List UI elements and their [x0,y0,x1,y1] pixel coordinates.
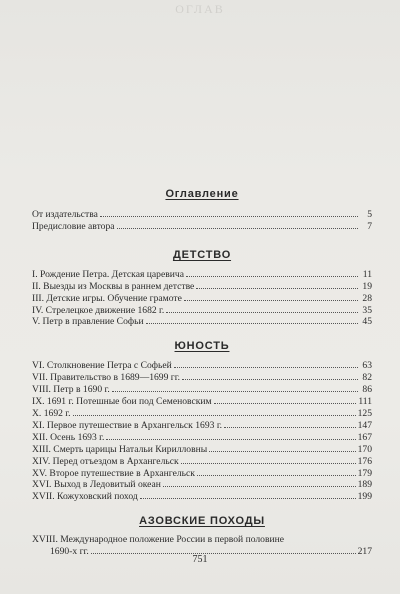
page-number: 189 [357,479,372,491]
dot-leader [100,209,358,217]
page-number: 179 [357,467,372,479]
toc-entry: IX. 1691 г. Потешные бои под Семеновским 111 [32,396,372,408]
dot-leader [106,432,355,440]
page-folio-number: 751 [192,554,208,565]
header-bleed-through: ОГЛАВ [175,2,225,16]
page-number: 199 [357,491,372,503]
toc-entry: I. Рождение Петра. Детская царевича 11 [32,268,372,280]
dot-leader [140,491,356,499]
toc-section-childhood [32,249,372,329]
page-number: 28 [362,292,372,304]
page-number: 7 [367,220,372,232]
toc-entry: Предисловие автора 7 [32,220,372,232]
toc-entry: V. Петр в правление Софьи 45 [32,316,372,328]
toc-entry: II. Выезды из Москвы в раннем детстве 19 [32,280,372,292]
toc-entry: От издательства 5 [32,209,372,220]
page-number: 125 [357,407,372,419]
dot-leader [91,546,356,554]
section-title: ДЕТСТВО [172,248,232,261]
dot-leader [224,420,356,428]
page-number: 176 [357,455,372,467]
toc-entry: VII. Правительство в 1689—1699 гг. 82 [32,372,372,384]
entry-list [32,269,372,329]
section-title: АЗОВСКИЕ ПОХОДЫ [139,515,265,528]
toc-section-youth [32,340,372,503]
table-of-contents [32,188,372,570]
toc-entry: XIV. Перед отъездом в Архангельск 176 [32,455,372,467]
toc-entry: VI. Столкновение Петра с Софьей 63 [32,360,372,372]
toc-entry: IV. Стрелецкое движение 1682 г. 35 [32,304,372,316]
dot-leader [174,360,358,368]
toc-section-azov [32,515,372,558]
page-number: 170 [357,443,372,455]
toc-entry: XIII. Смерть царицы Натальи Кирилловны 170 [32,443,372,455]
dot-leader [186,269,358,277]
dot-leader [166,305,358,313]
page-number: 147 [357,419,372,431]
page-number: 167 [357,431,372,443]
page-number: 5 [367,209,372,220]
toc-entry: XVIII. Международное положение России в первой половине 1690-х гг. 217 [32,534,372,558]
dot-leader [196,281,358,289]
page-number: 86 [362,384,372,396]
toc-entry: XVI. Выход в Ледовитый океан 189 [32,479,372,491]
dot-leader [117,221,358,229]
page-number: 45 [362,316,372,328]
dot-leader [214,396,357,404]
toc-entry: XVII. Кожуховский поход 199 [32,491,372,503]
entry-list [32,209,372,233]
page-number: 35 [362,304,372,316]
section-title: Оглавление [165,188,239,200]
dot-leader [146,316,358,324]
dot-leader [112,384,358,392]
dot-leader [182,372,358,380]
entry-list [32,360,372,503]
dot-leader [184,293,358,301]
page-number: 19 [362,280,372,292]
dot-leader [197,468,356,476]
dot-leader [209,444,355,452]
toc-entry: X. 1692 г. 125 [32,407,372,419]
page-number: 63 [362,360,372,372]
page-number: 11 [362,268,372,280]
toc-entry: XV. Второе путешествие в Архангельск 179 [32,467,372,479]
dot-leader [163,479,356,487]
toc-entry: VIII. Петр в 1690 г. 86 [32,384,372,396]
dot-leader [73,408,356,416]
page-number: 111 [358,396,372,408]
toc-entry: XII. Осень 1693 г. 167 [32,431,372,443]
toc-entry: XI. Первое путешествие в Архангельск 1693 г. 147 [32,419,372,431]
page-number: 82 [362,372,372,384]
toc-section-front [32,188,372,233]
dot-leader [181,456,356,464]
page-number: 217 [357,546,372,558]
section-title: ЮНОСТЬ [174,340,230,353]
toc-entry: III. Детские игры. Обучение грамоте 28 [32,292,372,304]
